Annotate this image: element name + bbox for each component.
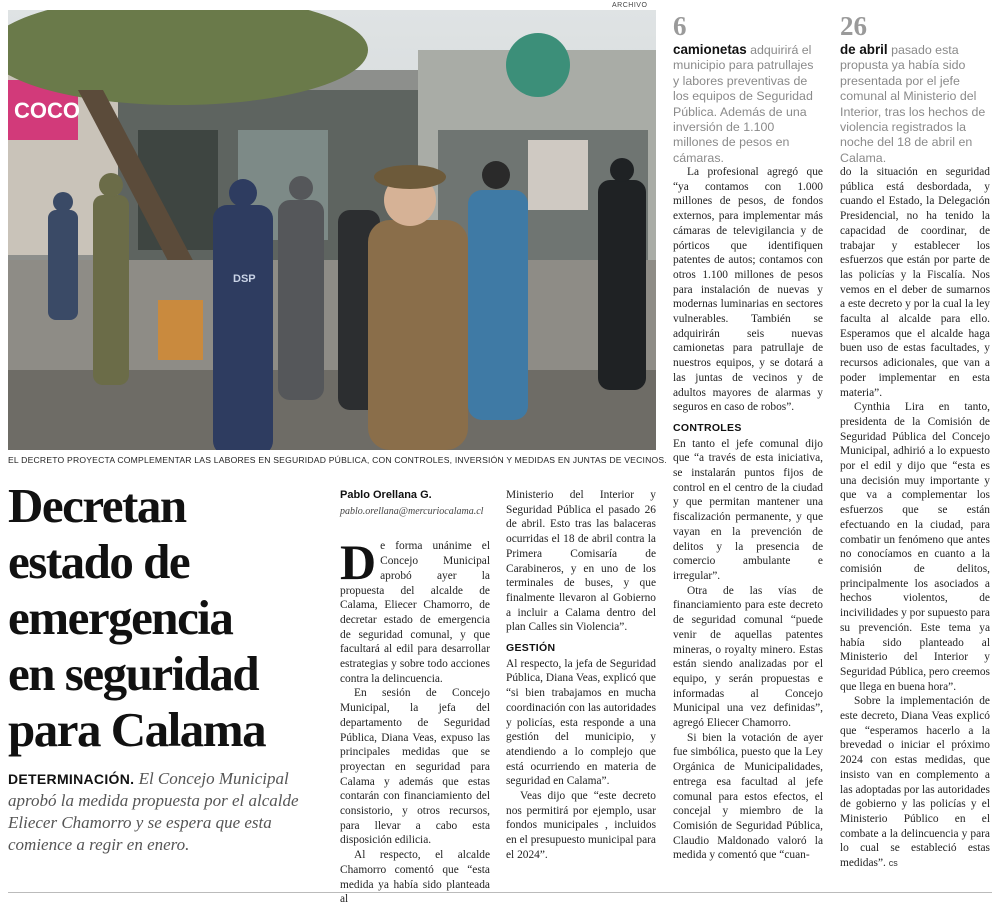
svg-text:DSP: DSP [233,273,256,285]
subheading-gestion: GESTIÓN [506,642,556,655]
headline-line: estado de [8,534,190,589]
body-paragraph: Al respecto, el alcalde Chamorro comentó que “esta medida ya había sido planteada al [340,849,490,906]
news-photo [8,10,656,450]
body-paragraph: do la situación en seguridad pública está desbordada, y cuando el Estado, la Delegación Presidencial, no ha tenido la capacidad de coordinar, de trabajar y establecer los esfuerzos que están por parte de las policías y la Fiscalía. Nos vemos en el deber de sumarnos a este decreto y por la cual la ley faculta al alcalde para ello. Esperamos que el alcalde haga buen uso de estas facultades, y recursos adicionales, que van a poder implementar en esta materia”. [840,166,990,399]
fact-number: 26 [840,11,867,41]
page-bottom-rule [8,892,992,893]
body-paragraph: Otra de las vías de financiamiento para este decreto de seguridad comunal “puede venir de aquellas patentes mineras, o royalty minero. Estas están siendo analizadas por el equipo, y serán propuestas e informadas al Concejo Municipal una vez definidas”, agregó Eliecer Chamorro. [673,584,823,730]
drop-cap: D [340,534,377,591]
article-column-3 [673,165,823,863]
article-column-4 [840,165,990,871]
headline-line: en seguridad [8,646,259,701]
body-paragraph: Al respecto, la jefa de Seguridad Pública, Diana Veas, explicó que “si bien trabajamos en mucha coordinación con las autoridades y policías, esta responde a una gestión del municipio, y atendiendo a lo complejo que está ocurriendo en materia de seguridad en Calama”. [506,657,656,788]
photo-credit: ARCHIVO [612,2,648,9]
body-paragraph: En tanto el jefe comunal dijo que “a través de esta iniciativa, se instalarán puntos fijos de control en el centro de la ciudad y que permitan mantener una fiscalización permanente, y que vayan en la prevención de delitos y la presencia de comercio ambulante e irregular”. [673,437,823,582]
body-paragraph: De forma unánime el Concejo Municipal aprobó ayer la propuesta del alcalde de Calama, Eliecer Chamorro, de decretar estado de emergencia de seguridad comunal, y que facultará al edil para desarrollar estrategias y sobre todo acciones contra la delincuencia. [340,534,490,685]
headline-line: para Calama [8,702,266,757]
lead-paragraph [8,768,308,856]
photo-illustration [8,10,656,450]
fact-text: de abril pasado esta propusta ya había sido presentada por el jefe comunal al Ministerio del Interior, tras los hechos de violencia registrados la noche del 18 de abril en Calama. [840,42,986,165]
fact-box-1 [673,12,823,166]
body-paragraph: Si bien la votación de ayer fue simbólica, puesto que la Ley Orgánica de Municipalidades, entrega esa facultad al jefe comunal para estos efectos, el concejal y miembro de la Comisión de Seguridad Pública, Claudio Maldonado valoró la medida y comentó que “cuan- [673,731,823,862]
building-logo [506,33,570,97]
byline-author: Pablo Orellana G. [340,489,432,501]
byline-email: pablo.orellana@mercuriocalama.cl [340,505,484,517]
subheading-controles: CONTROLES [673,421,742,434]
svg-text:COCO: COCO [14,98,80,123]
fact-box-2 [840,12,990,166]
headline-line: emergencia [8,590,233,645]
article-column-1 [340,488,490,907]
body-paragraph: Ministerio del Interior y Seguridad Pública el pasado 26 de abril. Esto tras las balaceras ocurridas el 18 de abril contra la Primera Comisaría de Carabineros, y en uno de los terminales de buses, y que finalmente llevaron al Gobierno a incluir a Calama dentro del plan Calles sin Violencia”. [506,489,656,634]
photo-caption: EL DECRETO PROYECTA COMPLEMENTAR LAS LABORES EN SEGURIDAD PÚBLICA, CON CONTROLES, INVERSIÓN Y MEDIDAS EN JUNTAS DE VECINOS. [8,455,667,465]
body-paragraph: La profesional agregó que “ya contamos con 1.000 millones de pesos, de fondos externos, para implementar más cámaras de televigilancia y de pórticos que identifiquen patentes de autos; contamos con otros 1.100 millones de pesos para instalación de nuevas y modernas luminarias en sectores vulnerables. También se adquirirán seis nuevas camionetas para patrullaje de nuestros equipos, y se dotará a las juntas de vecinos y de adultos mayores de alarmas y seguros en caso de robos”. [673,166,823,414]
body-paragraph: Cynthia Lira en tanto, presidenta de la Comisión de Seguridad Pública del Concejo Municipal, adhirió a lo expuesto por el edil y dijo que “esta es una decisión muy importante y que va a complementar los esfuerzos que se están efectuando en la ciudad, para combatir un fenómeno que antes no conocíamos en cuanto a la comisión de delitos, principalmente los asociados a hechos violentos, de incivilidades y por supuesto para su prevención. Este tema ya había sido planteado al Ministerio del Interior y Seguridad Pública, pero creemos que llega en buena hora”. [840,401,990,693]
end-mark: cs [888,858,898,869]
fact-text: camionetas adquirirá el municipio para patrullajes y labores preventivas de los equipos de Seguridad Pública. Además de una inversión de 1.100 millones de pesos en cámaras. [673,42,814,165]
body-paragraph: Sobre la implementación de este decreto, Diana Veas explicó que “esperamos hacerlo a la brevedad o iniciar el próximo 2024 con estas medidas, que insisto van en complemento a las adoptadas por las autoridades de gobierno y las policías y el Ministerio Público en el combate a la delincuencia y para lo cual se estableció estas medidas”. cs [840,695,990,870]
headline [8,478,308,758]
poster-board [528,140,588,210]
lead-text: El Concejo Municipal aprobó la medida propuesta por el alcalde Eliecer Chamorro y se espera que esta comience a regir en enero. [8,769,299,854]
lead-kicker: DETERMINACIÓN. [8,771,135,787]
body-paragraph: Veas dijo que “este decreto nos permitirá por ejemplo, usar fondos municipales , incluidos en el presupuesto municipal para el 2024”. [506,790,656,861]
fact-number: 6 [673,11,687,41]
headline-line: Decretan [8,478,186,533]
body-paragraph: En sesión de Concejo Municipal, la jefa del departamento de Seguridad Pública, Diana Veas, expuso las principales medidas que se proyectan en seguridad para Calama y además que estas contarán con financiamiento del consistorio, y otros recursos, para llevar a cabo esta disposición edilicia. [340,687,490,847]
article-column-2 [506,488,656,863]
